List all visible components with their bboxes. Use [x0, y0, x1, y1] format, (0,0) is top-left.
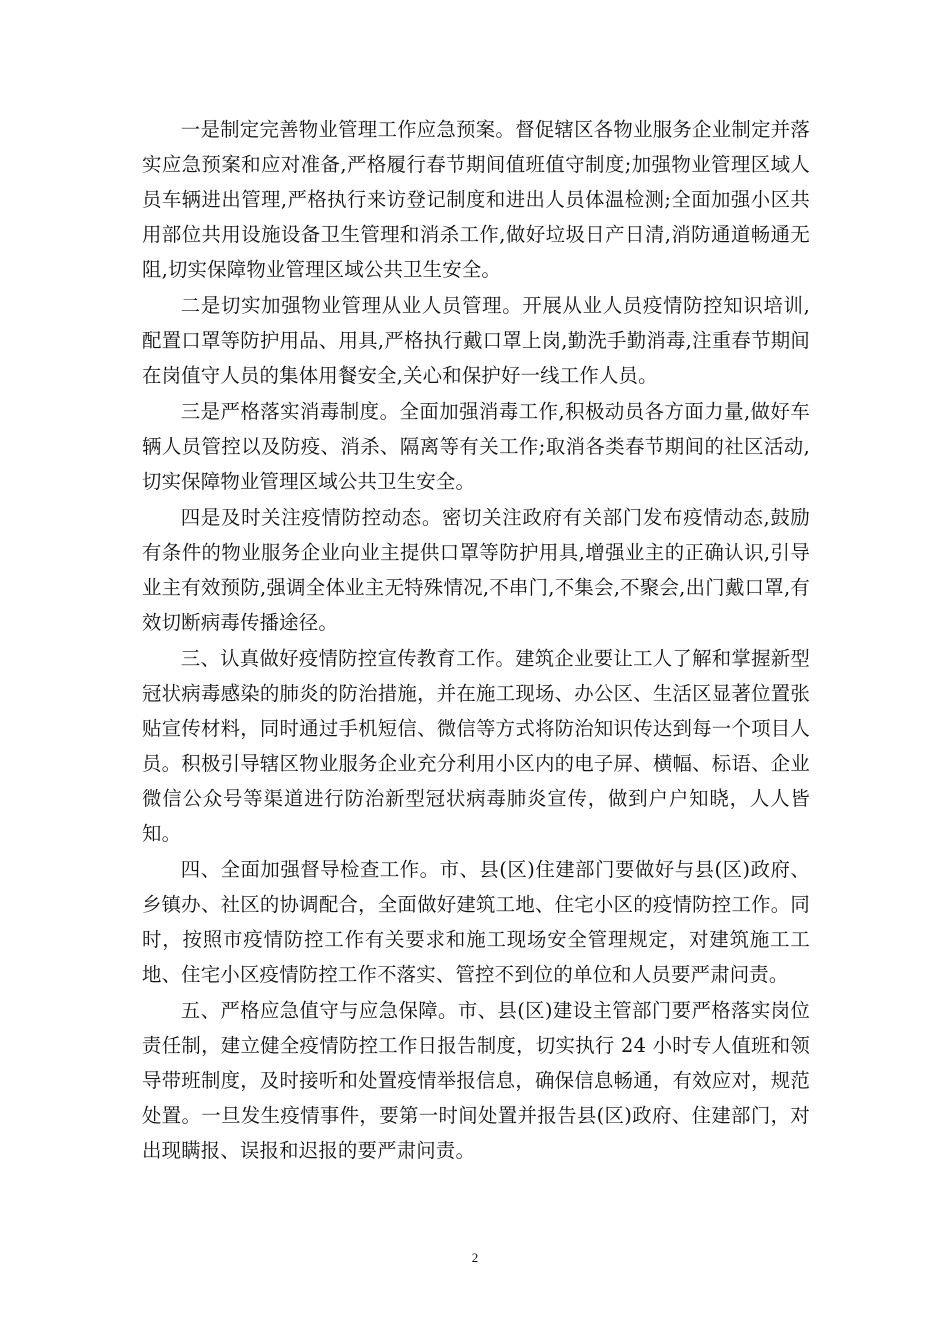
paragraph-3: 三是严格落实消毒制度。全面加强消毒工作,积极动员各方面力量,做好车辆人员管控以及防疫、消杀、隔离等有关工作;取消各类春节期间的社区活动,切实保障物业管理区域公共卫生安全。	[142, 400, 810, 493]
page-number: 2	[471, 1250, 479, 1265]
paragraph-2: 二是切实加强物业管理从业人员管理。开展从业人员疫情防控知识培训,配置口罩等防护用品、用具,严格执行戴口罩上岗,勤洗手勤消毒,注重春节期间在岗值守人员的集体用餐安全,关心和保护好一线工作人员。	[142, 294, 810, 387]
paragraph-5: 三、认真做好疫情防控宣传教育工作。建筑企业要让工人了解和掌握新型冠状病毒感染的肺炎的防治措施，并在施工现场、办公区、生活区显著位置张贴宣传材料，同时通过手机短信、微信等方式将防治知识传达到每一个项目人员。积极引导辖区物业服务企业充分利用小区内的电子屏、横幅、标语、企业微信公众号等渠道进行防治新型冠状病毒肺炎宣传，做到户户知晓，人人皆知。	[142, 647, 810, 845]
document-body	[142, 112, 810, 1168]
paragraph-6: 四、全面加强督导检查工作。市、县(区)住建部门要做好与县(区)政府、乡镇办、社区的协调配合，全面做好建筑工地、住宅小区的疫情防控工作。同时，按照市疫情防控工作有关要求和施工现场安全管理规定，对建筑施工工地、住宅小区疫情防控工作不落实、管控不到位的单位和人员要严肃问责。	[142, 858, 810, 986]
paragraph-1: 一是制定完善物业管理工作应急预案。督促辖区各物业服务企业制定并落实应急预案和应对准备,严格履行春节期间值班值守制度;加强物业管理区域人员车辆进出管理,严格执行来访登记制度和进出人员体温检测;全面加强小区共用部位共用设施设备卫生管理和消杀工作,做好垃圾日产日清,消防通道畅通无阻,切实保障物业管理区域公共卫生安全。	[142, 118, 810, 281]
paragraph-7: 五、严格应急值守与应急保障。市、县(区)建设主管部门要严格落实岗位责任制，建立健全疫情防控工作日报告制度，切实执行 24 小时专人值班和领导带班制度，及时接听和处置疫情举报信息，确保信息畅通，有效应对，规范处置。一旦发生疫情事件，要第一时间处置并报告县(区)政府、住建部门，对出现瞒报、误报和迟报的要严肃问责。	[142, 999, 810, 1162]
paragraph-4: 四是及时关注疫情防控动态。密切关注政府有关部门发布疫情动态,鼓励有条件的物业服务企业向业主提供口罩等防护用具,增强业主的正确认识,引导业主有效预防,强调全体业主无特殊情况,不串门,不集会,不聚会,出门戴口罩,有效切断病毒传播途径。	[142, 506, 810, 634]
